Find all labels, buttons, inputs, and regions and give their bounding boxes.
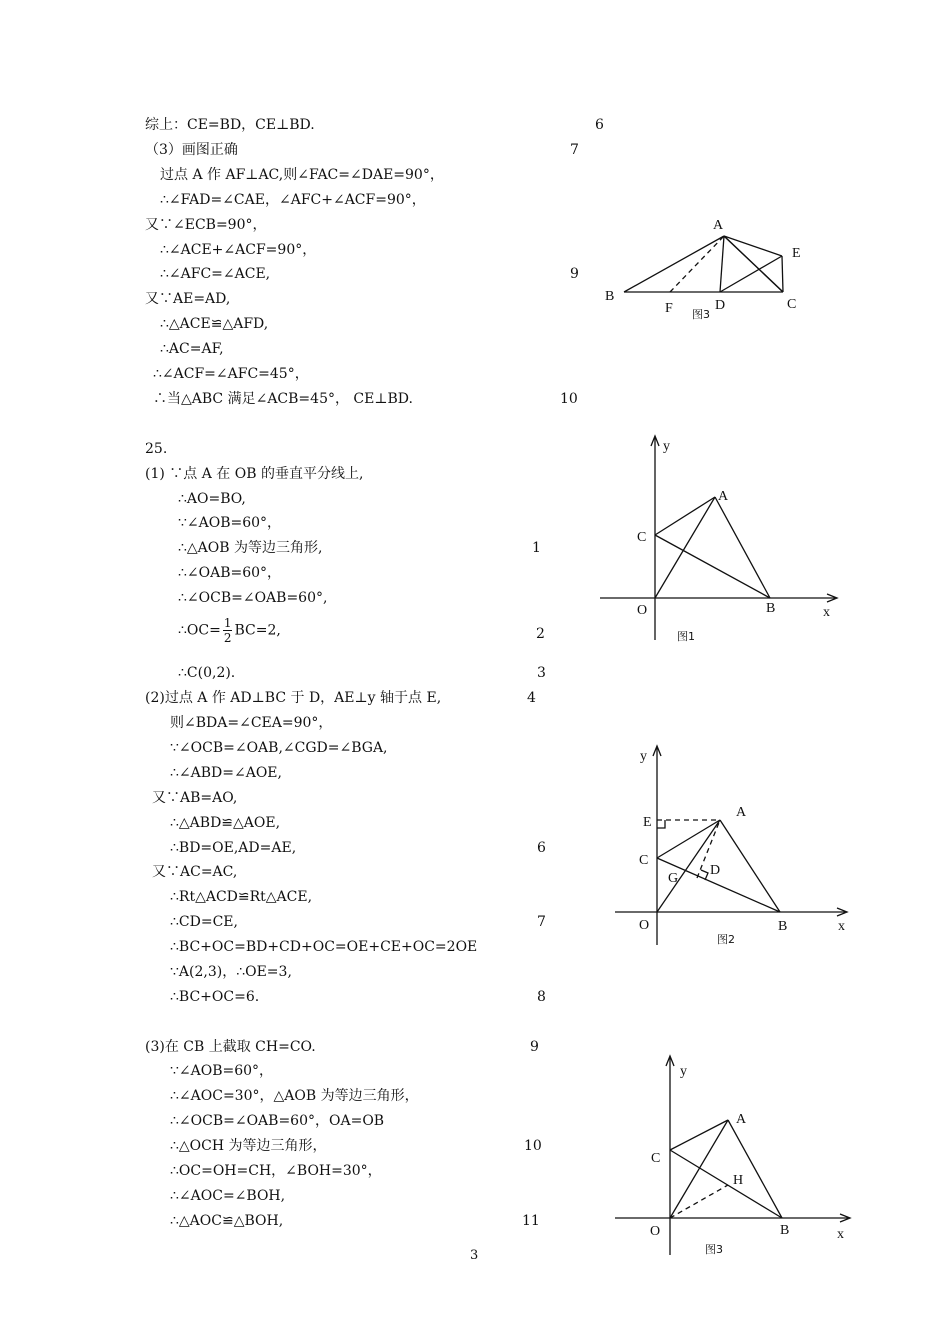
score-mark: 10 <box>560 391 578 407</box>
axis-y-label: y <box>640 749 647 764</box>
text-line: (3)在 CB 上截取 CH=CO. <box>145 1039 316 1055</box>
text-line: ∴△ACE≌△AFD, <box>160 316 269 332</box>
text-line: ∵A(2,3)，∴OE=3, <box>170 964 292 980</box>
text-line: 又∵AB=AO, <box>152 790 238 806</box>
axis-y-label: y <box>680 1064 687 1079</box>
text-line: ∴BD=OE,AD=AE, <box>170 840 297 856</box>
text-line: (1) ∵点 A 在 OB 的垂直平分线上, <box>145 466 364 482</box>
fraction-denominator: 2 <box>223 631 232 645</box>
score-mark: 10 <box>524 1138 542 1154</box>
axis-x-label: x <box>837 1227 844 1242</box>
text-line: 综上：CE=BD，CE⊥BD. <box>145 117 315 133</box>
text-line: ∴BC+OC=6. <box>170 989 260 1005</box>
text-line: ∵∠AOB=60°， <box>170 1063 274 1079</box>
text-line: ∴Rt△ACD≌Rt△ACE, <box>170 889 313 905</box>
text-line: ∴△OCH 为等边三角形， <box>170 1138 327 1154</box>
text-line: ∴∠OAB=60°， <box>178 565 282 581</box>
figure-caption: 图2 <box>717 933 735 946</box>
figure-caption: 图1 <box>677 630 695 643</box>
label-e: E <box>643 815 652 830</box>
text-line: ∵∠OCB=∠OAB,∠CGD=∠BGA, <box>170 740 388 756</box>
text-line: ∴∠ABD=∠AOE, <box>170 765 282 781</box>
score-mark: 7 <box>570 142 579 158</box>
text-fragment: BC=2, <box>234 622 281 639</box>
label-c: C <box>787 297 797 312</box>
text-line: 又∵AC=AC, <box>152 864 238 880</box>
score-mark: 3 <box>537 665 546 681</box>
text-line: ∴OC=OH=CH，∠BOH=30°， <box>170 1163 382 1179</box>
figure-triangle-abc <box>600 210 820 330</box>
label-b: B <box>766 601 776 616</box>
label-a: A <box>736 1112 747 1127</box>
question-number: 25. <box>145 441 168 457</box>
score-mark: 4 <box>527 690 536 706</box>
text-line: 过点 A 作 AF⊥AC,则∠FAC=∠DAE=90°， <box>160 167 444 183</box>
text-line: ∴△AOC≌△BOH, <box>170 1213 284 1229</box>
text-line-with-fraction <box>178 616 281 645</box>
text-line: ∴∠AOC=30°，△AOB 为等边三角形， <box>170 1088 419 1104</box>
text-line: ∴△AOB 为等边三角形, <box>178 540 323 556</box>
text-line: ∴C(0,2). <box>178 665 236 681</box>
text-fragment: ∴OC= <box>178 622 221 639</box>
text-line: ∴CD=CE, <box>170 914 238 930</box>
text-line: ∴AC=AF, <box>160 341 224 357</box>
figure-2 <box>605 740 855 950</box>
score-mark: 1 <box>532 540 541 556</box>
label-f: F <box>665 301 673 316</box>
text-line: ∵∠AOB=60°， <box>178 515 282 531</box>
label-c: C <box>651 1151 661 1166</box>
axis-y-label: y <box>663 439 670 454</box>
label-o: O <box>637 603 648 618</box>
label-d: D <box>710 863 721 878</box>
text-line: ∴∠ACF=∠AFC=45°， <box>153 366 309 382</box>
label-a: A <box>736 805 747 820</box>
label-g: G <box>668 871 679 886</box>
score-mark: 7 <box>537 914 546 930</box>
text-line: ∴∠AFC=∠ACE, <box>160 266 271 282</box>
figure-caption: 图3 <box>705 1243 723 1256</box>
fraction <box>223 616 233 645</box>
label-b: B <box>780 1223 790 1238</box>
text-line: ∴∠FAD=∠CAE，∠AFC+∠ACF=90°， <box>160 192 426 208</box>
score-mark: 2 <box>536 626 545 642</box>
text-line: ∴△ABD≌△AOE, <box>170 815 281 831</box>
figure-1 <box>595 430 845 645</box>
score-mark: 8 <box>537 989 546 1005</box>
axis-x-label: x <box>823 605 830 620</box>
page-number: 3 <box>470 1248 479 1263</box>
score-mark: 6 <box>537 840 546 856</box>
figure-caption: 图3 <box>692 308 710 321</box>
label-b: B <box>605 289 615 304</box>
text-line: ∴∠AOC=∠BOH, <box>170 1188 286 1204</box>
label-a: A <box>713 218 724 233</box>
text-line: ∴∠ACE+∠ACF=90°， <box>160 242 317 258</box>
fraction-numerator: 1 <box>223 616 232 630</box>
text-line: 则∠BDA=∠CEA=90°， <box>170 715 333 731</box>
label-o: O <box>650 1224 661 1239</box>
text-line: 又∵AE=AD, <box>145 291 231 307</box>
text-line: ∴AO=BO, <box>178 491 246 507</box>
label-a: A <box>718 489 729 504</box>
text-line: ∴∠OCB=∠OAB=60°, <box>178 590 328 606</box>
score-mark: 6 <box>595 117 604 133</box>
text-line: (2)过点 A 作 AD⊥BC 于 D，AE⊥y 轴于点 E, <box>145 690 442 706</box>
label-h: H <box>733 1173 744 1188</box>
label-d: D <box>715 298 726 313</box>
score-mark: 11 <box>522 1213 540 1229</box>
axis-x-label: x <box>838 919 845 934</box>
text-line: 又∵∠ECB=90°， <box>145 217 267 233</box>
label-e: E <box>792 246 801 261</box>
text-line: ∴BC+OC=BD+CD+OC=OE+CE+OC=2OE <box>170 939 478 955</box>
score-mark: 9 <box>570 266 579 282</box>
label-o: O <box>639 918 650 933</box>
label-b: B <box>778 919 788 934</box>
score-mark: 9 <box>530 1039 539 1055</box>
label-c: C <box>637 530 647 545</box>
figure-3 <box>610 1050 855 1260</box>
text-line: ∴当△ABC 满足∠ACB=45°， CE⊥BD. <box>153 391 413 407</box>
text-line: （3）画图正确 <box>145 142 238 158</box>
text-line: ∴∠OCB=∠OAB=60°，OA=OB <box>170 1113 385 1129</box>
label-c: C <box>639 853 649 868</box>
